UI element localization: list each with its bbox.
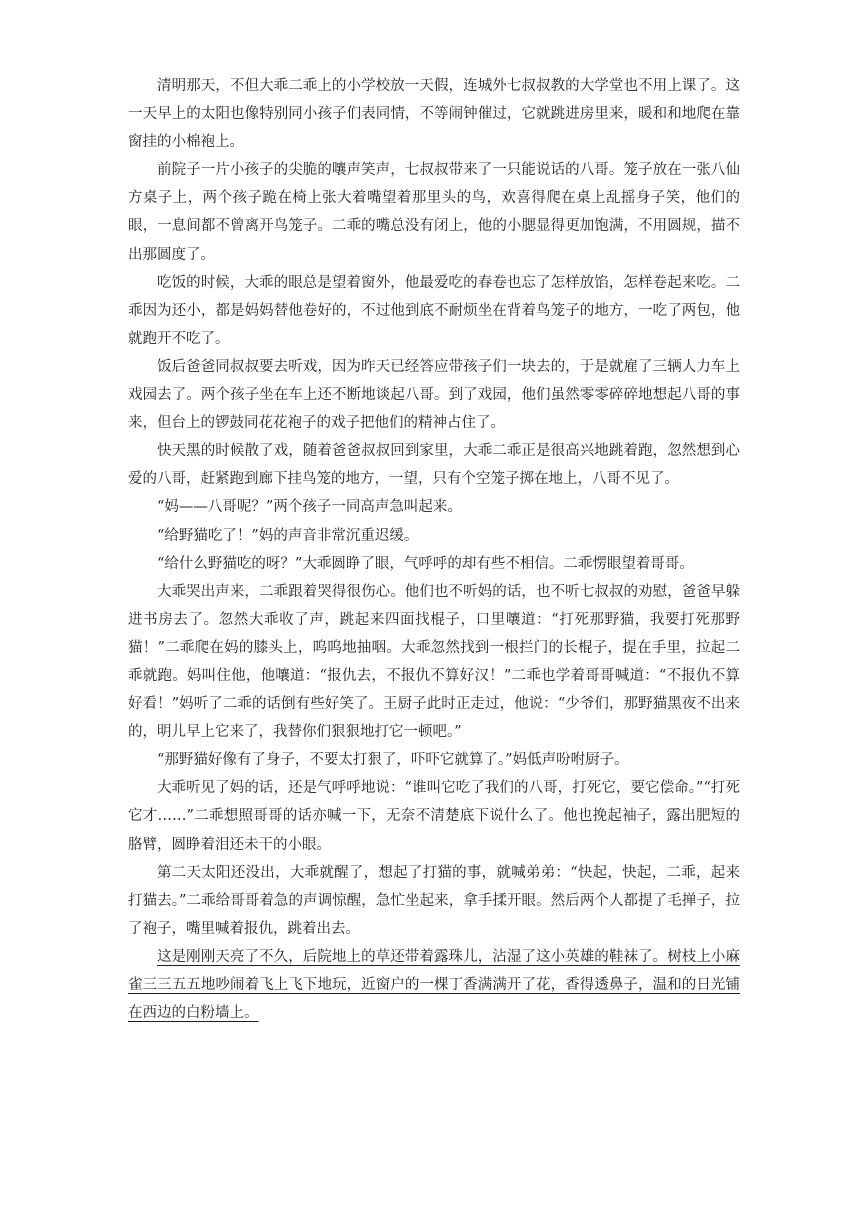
- paragraph-10: “那野猫好像有了身子，不要太打狠了，吓吓它就算了。”妈低声吩咐厨子。: [157, 752, 629, 769]
- paragraph-8: “给什么野猫吃的呀？”大乖圆睁了眼，气呼呼的却有些不相信。二乖愣眼望着哥哥。: [157, 555, 694, 572]
- paragraph-6: “妈——八哥呢？”两个孩子一同高声急叫起来。: [157, 499, 462, 516]
- story-text: [128, 72, 740, 1027]
- paragraph-7: “给野猫吃了！”妈的声音非常沉重迟缓。: [157, 527, 419, 544]
- paragraph-9: 大乖哭出声来，二乖跟着哭得很伤心。他们也不听妈的话，也不听七叔叔的劝慰，爸爸早躲进书房去了。忽然大乖收了声，跳起来四面找棍子，口里嚷道：“打死那野猫，我要打死那野猫！”二乖爬在妈的膝头上，呜呜地抽咽。大乖忽然找到一根拦门的长棍子，提在手里，拉起二乖就跑。妈叫住他，他嚷道：“报仇去，不报仇不算好汉！”二乖也学着哥哥喊道：“不报仇不算好看！”妈听了二乖的话倒有些好笑了。王厨子此时正走过，他说：“少爷们，那野猫黑夜不出来的，明儿早上它来了，我替你们狠狠地打它一顿吧。”: [128, 583, 740, 741]
- paragraph-2: 前院子一片小孩子的尖脆的嚷声笑声，七叔叔带来了一只能说话的八哥。笼子放在一张八仙方桌子上，两个孩子跪在椅上张大着嘴望着那里头的鸟，欢喜得爬在桌上乱摇身子笑，他们的眼，一息间都不曾离开鸟笼子。二乖的嘴总没有闭上，他的小腮显得更加饱满，不用圆规，描不出那圆度了。: [128, 162, 740, 263]
- paragraph-12: 第二天太阳还没出，大乖就醒了，想起了打猫的事，就喊弟弟：“快起，快起，二乖，起来打猫去。”二乖给哥哥着急的声调惊醒，急忙坐起来，拿手揉开眼。然后两个人都提了毛掸子，拉了袍子，嘴里喊着报仇，跳着出去。: [128, 864, 740, 937]
- paragraph-3: 吃饭的时候，大乖的眼总是望着窗外，他最爱吃的春卷也忘了怎样放馅，怎样卷起来吃。二乖因为还小，都是妈妈替他卷好的，不过他到底不耐烦坐在背着鸟笼子的地方，一吃了两包，他就跑开不吃了。: [128, 274, 740, 347]
- paragraph-5: 快天黑的时候散了戏，随着爸爸叔叔回到家里，大乖二乖正是很高兴地跳着跑，忽然想到心爱的八哥，赶紧跑到廊下挂鸟笼的地方，一望，只有个空笼子掷在地上，八哥不见了。: [128, 443, 740, 488]
- paragraph-11: 大乖听见了妈的话，还是气呼呼地说：“谁叫它吃了我们的八哥，打死它，要它偿命。”“打死它才……”二乖想照哥哥的话亦喊一下，无奈不清楚底下说什么了。他也挽起袖子，露出肥短的胳臂，圆睁着泪还未干的小眼。: [128, 780, 740, 853]
- paragraph-4: 饭后爸爸同叔叔要去听戏，因为昨天已经答应带孩子们一块去的，于是就雇了三辆人力车上戏园去了。两个孩子坐在车上还不断地谈起八哥。到了戏园，他们虽然零零碎碎地想起八哥的事来，但台上的锣鼓同花花袍子的戏子把他们的精神占住了。: [128, 358, 740, 432]
- underlined-paragraph: 这是刚刚天亮了不久，后院地上的草还带着露珠儿，沾湿了这小英雄的鞋袜了。树枝上小麻雀三三五五地吵闹着飞上飞下地玩，近窗户的一棵丁香满满开了花，香得透鼻子，温和的日光铺在西边的白粉墙上。: [128, 948, 740, 1022]
- paragraph-1: 清明那天，不但大乖二乖上的小学校放一天假，连城外七叔叔教的大学堂也不用上课了。这一天早上的太阳也像特别同小孩子们表同情，不等闹钟催过，它就跳进房里来，暖和和地爬在靠窗挂的小棉袍上。: [128, 78, 740, 151]
